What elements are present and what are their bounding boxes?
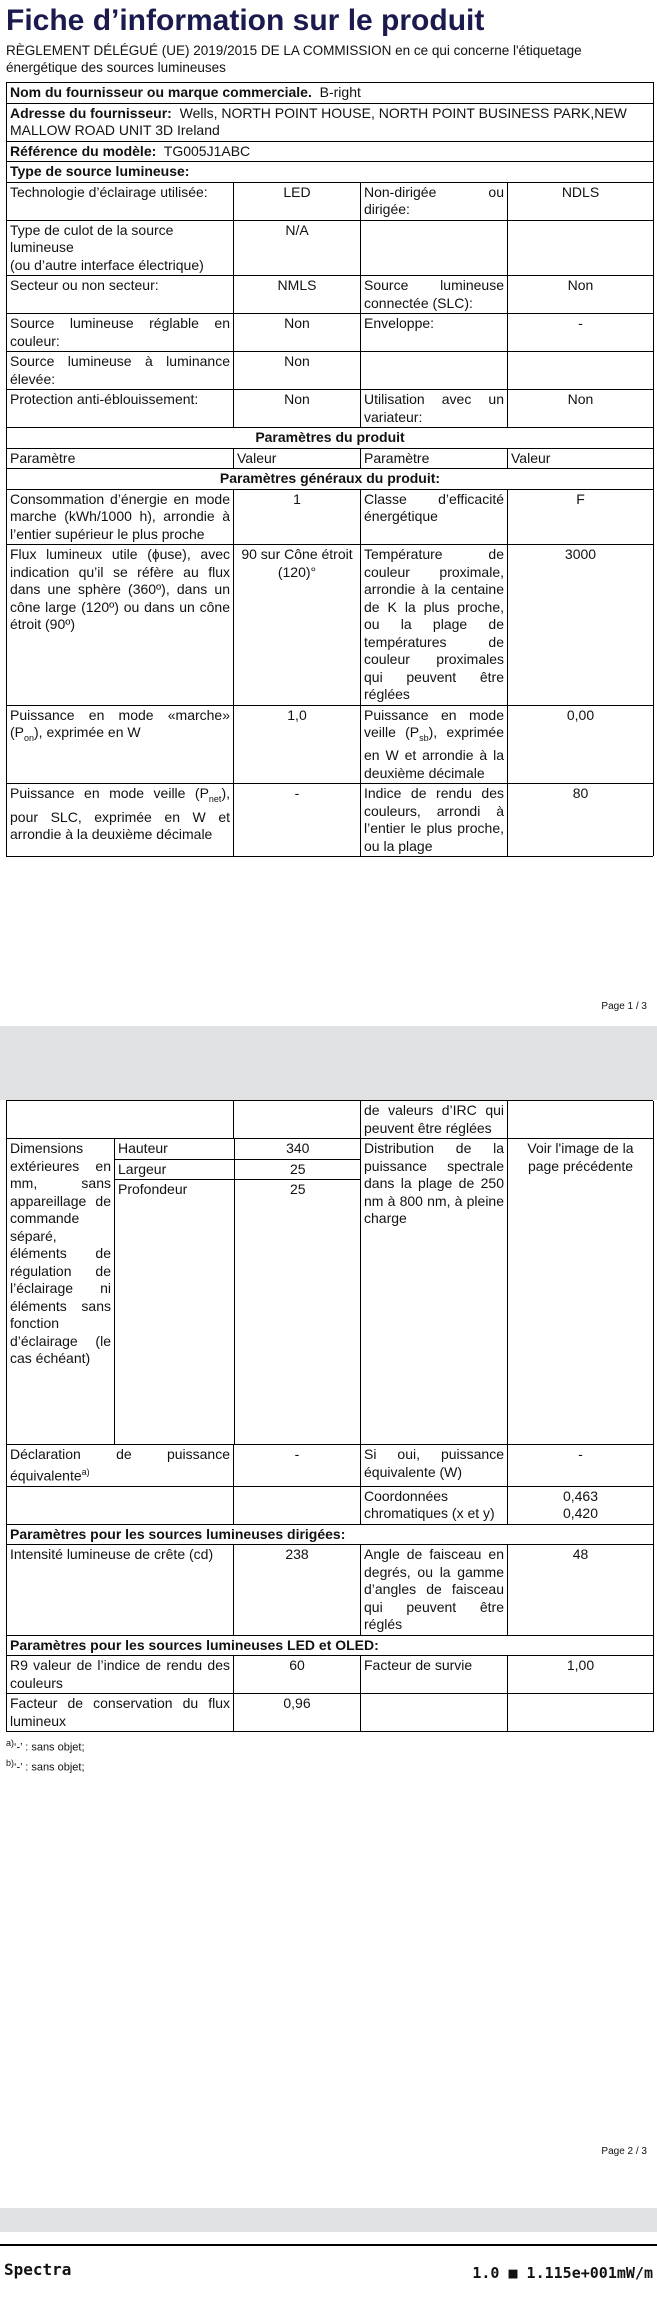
source-type-header-row — [7, 162, 654, 183]
general-header-row — [7, 469, 654, 490]
col-value-1: Valeur — [234, 448, 361, 469]
chromaticity-y: 0,420 — [562, 1505, 599, 1522]
survival-value: 1,00 — [508, 1656, 654, 1694]
chromaticity-x: 0,463 — [562, 1487, 599, 1504]
dimensions-label: Dimensions extérieures en mm, sans appareillage de commande séparé, éléments de régulation de l’éclairage ni éléments sans fonction d’éclairage (le cas échéant) — [7, 1139, 115, 1445]
height-label: Hauteur — [115, 1139, 234, 1159]
footnote-a: $^{a)}$‘-’ : sans objet; — [6, 1738, 85, 1754]
lumen-maintenance-value: 0,96 — [234, 1694, 361, 1732]
tunable-label: Source lumineuse réglable en couleur: — [7, 314, 234, 352]
spectra-panel — [0, 2244, 657, 2306]
page-1-number: Page 1 / 3 — [601, 1001, 647, 1012]
lumen-maintenance-label: Facteur de conservation du flux lumineux — [7, 1694, 234, 1732]
supplier-address-label: Adresse du fournisseur: — [10, 104, 172, 121]
supplier-name-row — [7, 83, 654, 104]
slc-label: Source lumineuse connectée (SLC): — [361, 276, 508, 314]
lumen-maintenance-row — [7, 1694, 654, 1732]
width-value: 25 — [234, 1159, 361, 1180]
envelope-label: Enveloppe: — [361, 314, 508, 352]
mains-row — [7, 276, 654, 314]
power-row — [7, 705, 654, 784]
energy-label: Consommation d’énergie en mode marche (kWh/1000 h), arrondie à l’entier supérieur le plus proche — [7, 489, 234, 545]
energy-row — [7, 489, 654, 545]
supplier-address-value: Wells, NORTH POINT HOUSE, NORTH POINT BUSINESS PARK,NEW MALLOW ROAD UNIT 3D Ireland — [10, 104, 627, 138]
depth-value: 25 — [234, 1180, 361, 1445]
tunable-value: Non — [234, 314, 361, 352]
cri-label: Indice de rendu des couleurs, arrondi à l’entier le plus proche, ou la plage — [361, 784, 508, 857]
cri-label-continued: de valeurs d’IRC qui peuvent être réglées — [361, 1101, 508, 1139]
mains-label: Secteur ou non secteur: — [7, 276, 234, 314]
led-header: Paramètres pour les sources lumineuses LED et OLED: — [7, 1635, 654, 1656]
product-params-header: Paramètres du produit — [7, 428, 654, 449]
page-1 — [0, 0, 657, 1026]
depth-label: Profondeur — [115, 1180, 234, 1445]
pnet-row — [7, 784, 654, 857]
directed-value: NDLS — [508, 182, 654, 220]
spectra-readout: 1.0 ■ 1.115e+001mW/m — [472, 2264, 653, 2282]
high-luminance-row — [7, 352, 654, 390]
dimmer-label: Utilisation avec un variateur: — [361, 390, 508, 428]
flux-row — [7, 545, 654, 706]
col-param-2: Paramètre — [361, 448, 508, 469]
spectra-title: Spectra — [4, 2260, 72, 2279]
cap-row — [7, 220, 654, 276]
document-title: Fiche d’information sur le produit — [6, 4, 485, 37]
tech-value: LED — [234, 182, 361, 220]
footnotes — [6, 1736, 653, 1775]
cct-label: Température de couleur proximale, arrondie à la centaine de K la plus proche, ou la plage de températures de couleur proximales qui peuvent être réglées — [361, 545, 508, 706]
beam-angle-label: Angle de faisceau en degrés, ou la gamme d’angles de faisceau qui peuvent être réglés — [361, 1545, 508, 1636]
psb-value: 0,00 — [508, 705, 654, 784]
eclass-label: Classe d’efficacité énergétique — [361, 489, 508, 545]
page-2 — [0, 1100, 657, 2208]
spd-label: Distribution de la puissance spectrale dans la plage de 250 nm à 800 nm, à pleine charge — [361, 1139, 508, 1445]
height-value: 340 — [234, 1139, 361, 1159]
pnet-value: - — [234, 784, 361, 857]
general-header: Paramètres généraux du produit: — [7, 469, 654, 490]
col-value-2: Valeur — [508, 448, 654, 469]
directed-header-row — [7, 1524, 654, 1545]
width-label: Largeur — [115, 1159, 234, 1180]
model-label: Référence du modèle: — [10, 142, 157, 159]
cri-value: 80 — [508, 784, 654, 857]
flux-label: Flux lumineux utile (ɸuse), avec indication qu’il se réfère au flux dans une sphère (360º), dans un cône large (120º) ou dans un cône étroit (90º) — [7, 545, 234, 706]
equivalent-power-value: - — [234, 1445, 361, 1487]
dimensions-row — [7, 1139, 654, 1445]
model-row — [7, 141, 654, 162]
glare-row — [7, 390, 654, 428]
mains-value: NMLS — [234, 276, 361, 314]
peak-intensity-row — [7, 1545, 654, 1636]
page-3 — [0, 2232, 657, 2324]
info-table — [6, 82, 654, 856]
energy-value: 1 — [234, 489, 361, 545]
dimmer-value: Non — [508, 390, 654, 428]
equivalent-power-label: Déclaration de puissance équivalente$^{a)}$ — [7, 1445, 234, 1487]
high-luminance-label: Source lumineuse à luminance élevée: — [7, 352, 234, 390]
pon-label: Puissance en mode «marche» $(P_{on})$, exprimée en W — [7, 705, 234, 784]
eclass-value: F — [508, 489, 654, 545]
r9-value: 60 — [234, 1656, 361, 1694]
equivalent-watts-label: Si oui, puissance équivalente (W) — [361, 1445, 508, 1487]
pon-value: 1,0 — [234, 705, 361, 784]
cap-value: N/A — [234, 220, 361, 276]
survival-label: Facteur de survie — [361, 1656, 508, 1694]
r9-row — [7, 1656, 654, 1694]
column-header-row — [7, 448, 654, 469]
directed-label: Non-dirigée ou dirigée: — [361, 182, 508, 220]
product-params-header-row — [7, 428, 654, 449]
tech-label: Technologie d’éclairage utilisée: — [7, 182, 234, 220]
tunable-row — [7, 314, 654, 352]
supplier-address-row — [7, 103, 654, 141]
page-2-number: Page 2 / 3 — [601, 2146, 647, 2157]
info-table-continued — [6, 1101, 654, 1732]
slc-value: Non — [508, 276, 654, 314]
glare-value: Non — [234, 390, 361, 428]
led-header-row — [7, 1635, 654, 1656]
directed-header: Paramètres pour les sources lumineuses dirigées: — [7, 1524, 654, 1545]
supplier-name-value: B-right — [319, 84, 361, 100]
equivalent-watts-value: - — [508, 1445, 654, 1487]
flux-value: 90 sur Cône étroit (120)° — [234, 545, 361, 706]
pnet-label: Puissance en mode veille $(P_{net})$, pour SLC, exprimée en W et arrondie à la deuxième décimale — [7, 784, 234, 857]
peak-intensity-label: Intensité lumineuse de crête (cd) — [7, 1545, 234, 1636]
chromaticity-row — [7, 1486, 654, 1524]
glare-label: Protection anti-éblouissement: — [7, 390, 234, 428]
r9-label: R9 valeur de l’indice de rendu des couleurs — [7, 1656, 234, 1694]
cap-label: Type de culot de la source lumineuse — [10, 221, 174, 255]
high-luminance-value: Non — [234, 352, 361, 390]
spd-value: Voir l'image de la page précédente — [508, 1139, 654, 1445]
page-2-content — [6, 1100, 653, 1775]
dimensions-values — [115, 1139, 361, 1445]
col-param-1: Paramètre — [7, 448, 234, 469]
footnote-b: $^{b)}$‘-’ : sans objet; — [6, 1757, 85, 1774]
psb-label: Puissance en mode veille $(P_{sb})$, exprimée en W et arrondie à la deuxième décimale — [361, 705, 508, 784]
beam-angle-value: 48 — [508, 1545, 654, 1636]
supplier-name-label: Nom du fournisseur ou marque commerciale. — [10, 84, 312, 100]
chromaticity-value — [508, 1486, 654, 1524]
regulation-text: RÈGLEMENT DÉLÉGUÉ (UE) 2019/2015 DE LA COMMISSION en ce qui concerne l'étiquetage énergétique des sources lumineuses — [6, 43, 582, 75]
page-1-content — [6, 2, 653, 857]
tech-row — [7, 182, 654, 220]
cri-continued-row — [7, 1101, 654, 1139]
cap-label-2: (ou d’autre interface électrique) — [10, 256, 204, 273]
source-type-header: Type de source lumineuse: — [7, 162, 654, 183]
page-1-bottom-rule — [6, 856, 653, 857]
cct-value: 3000 — [508, 545, 654, 706]
envelope-value: - — [508, 314, 654, 352]
dimensions-subtable — [115, 1139, 361, 1444]
peak-intensity-value: 238 — [234, 1545, 361, 1636]
equivalent-power-row — [7, 1445, 654, 1487]
chromaticity-label: Coordonnées chromatiques (x et y) — [361, 1486, 508, 1524]
model-value: TG005J1ABC — [163, 142, 251, 159]
